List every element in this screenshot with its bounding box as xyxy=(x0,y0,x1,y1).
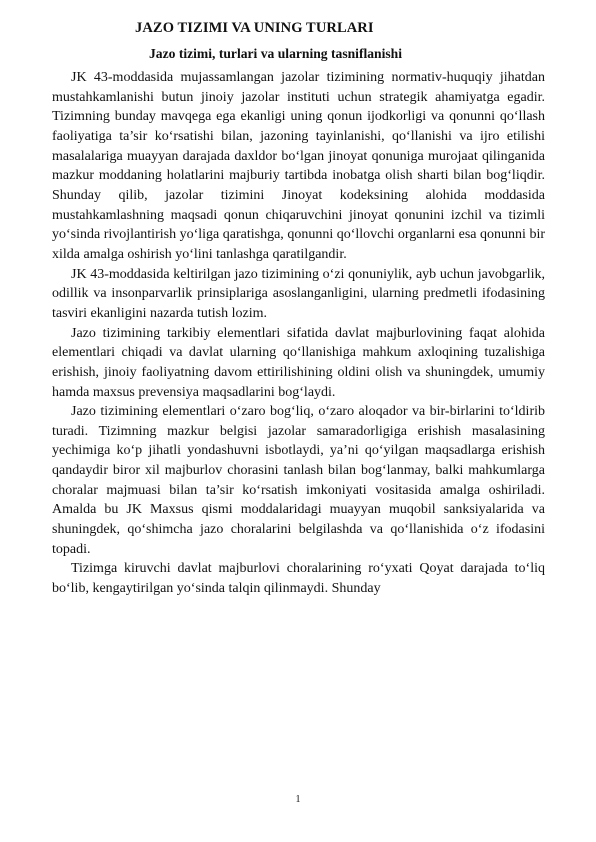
paragraph: Jazo tizimining elementlari o‘zaro bog‘liq, o‘zaro aloqador va bir-birlarini to‘ldirib turadi. Tizimning mazkur belgisi jazolar samaradorligiga erishish masalasining yechimiga ko‘p jihatli yondashuvni isbotlaydi, ya’ni qo‘yilgan maqsadlarga erishish qandaydir biror xil majburlov chorasini tanlash bilan bog‘lanmay, balki mahkumlarga choralar majmuasi bilan ta’sir ko‘rsatish imkoniyati vositasida amalga oshiriladi. Amalda bu JK Maxsus qismi moddalaridagi muayyan muqobil sanksiyalarida va shuningdek, qo‘shimcha jazo choralarini belgilashda va qo‘llanishida o‘z ifodasini topadi. xyxy=(52,404,545,557)
paragraph: Jazo tizimining tarkibiy elementlari sifatida davlat majburlovining faqat alohida elementlari chiqadi va davlat ularning qo‘llanishiga mahkum axloqining tuzalishiga erishish, jinoiy faoliyatning davom ettirilishining oldini olish va shuningdek, umumiy hamda maxsus prevensiya maqsadlarini bog‘laydi. xyxy=(52,325,545,400)
section-subtitle: Jazo tizimi, turlari va ularning tasniflanishi xyxy=(149,46,403,61)
document-title: JAZO TIZIMI VA UNING TURLARI xyxy=(135,20,374,36)
paragraph: JK 43-moddasida keltirilgan jazo tizimining o‘zi qonuniylik, ayb uchun javobgarlik, odillik va insonparvarlik prinsiplariga asoslanganligini, ularning predmetli ifodasining tasviri ekanligini nazarda tutish lozim. xyxy=(52,266,545,321)
page-number: 1 xyxy=(295,794,301,805)
body-text xyxy=(52,68,545,599)
paragraph: JK 43-moddasida mujassamlangan jazolar tizimining normativ-huquqiy jihatdan mustahkamlanishi butun jinoiy jazolar instituti uchun strategik ahamiyatga egadir. Tizimning bunday mavqega ega ekanligi uning qonun ijodkorligi va qonunni qo‘llash faoliyatiga ta’sir ko‘rsatishi bilan, jazoning tayinlanishi, qo‘llanishi va ijro etilishi masalalariga muayyan darajada daxldor bo‘lgan jinoyat qonuniga murojaat qilinganida mazkur moddaning holatlarini majburiy tartibda inobatga olish sharti bilan bog‘liqdir. Shunday qilib, jazolar tizimini Jinoyat kodeksining alohida moddasida mustahkamlashning maqsadi qonun chiqaruvchini jinoyat qonunini izchil va tizimli yo‘sinda rivojlantirish yo‘liga qaratishga, qonunni qo‘llovchi organlarni esa qonunni bir xilda amalga oshirish yo‘lini tanlashga qaratilgandir. xyxy=(52,70,545,262)
paragraph: Tizimga kiruvchi davlat majburlovi choralarining ro‘yxati Qoyat darajada to‘liq bo‘lib, kengaytirilgan yo‘sinda talqin qilinmaydi. Shunday xyxy=(52,561,545,597)
